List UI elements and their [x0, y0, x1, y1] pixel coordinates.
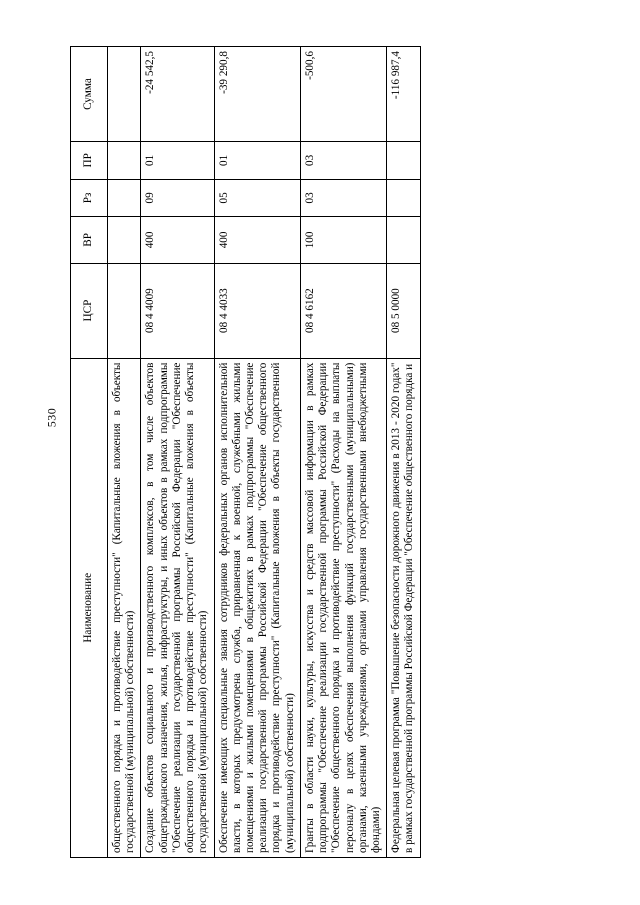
row-csr: 08 5 0000	[387, 263, 420, 358]
row-name: Обеспечение имеющих специальные звания сотрудников федеральных органов исполнительной власти, в которых предусмотрена служба, приравненная к военной, служебными жилыми помещениями и жилыми помещениями в общежитиях в рамках подпрограммы "Обеспечение реализации государственной программы Российской Федерации "Обеспечение общественного порядка и противодействие преступности" (Капитальные вложения в объекты государственной (муниципальной) собственности)	[214, 358, 300, 857]
rotated-table-container	[70, 46, 570, 858]
row-vr	[108, 217, 141, 263]
table-header-row	[71, 47, 108, 858]
row-vr: 100	[300, 217, 386, 263]
page-number: 530	[44, 407, 59, 428]
row-name: Создание объектов социального и производственного комплексов, в том числе объектов общегражданского назначения, жилья, инфраструктуры, и иных объектов в рамках подпрограммы "Обеспечение реализации государственной программы Российской Федерации "Обеспечение общественного порядка и противодействие преступности" (Капитальные вложения в объекты государственной (муниципальной) собственности)	[141, 358, 214, 857]
budget-table	[70, 46, 421, 858]
row-name: общественного порядка и противодействие преступности" (Капитальные вложения в объекты государственной (муниципальной) собственности)	[108, 358, 141, 857]
row-rz: 09	[141, 179, 214, 217]
row-pr: 03	[300, 142, 386, 180]
row-csr: 08 4 4033	[214, 263, 300, 358]
table-row	[108, 47, 141, 858]
header-sum: Сумма	[71, 47, 108, 142]
row-rz	[387, 179, 420, 217]
row-sum: -39 290,8	[214, 47, 300, 142]
row-rz	[108, 179, 141, 217]
row-csr	[108, 263, 141, 358]
row-rz: 05	[214, 179, 300, 217]
table-row	[214, 47, 300, 858]
row-csr: 08 4 4009	[141, 263, 214, 358]
row-sum: -500,6	[300, 47, 386, 142]
row-csr: 08 4 6162	[300, 263, 386, 358]
table-row	[141, 47, 214, 858]
header-pr: ПР	[71, 142, 108, 180]
row-name: Гранты в области науки, культуры, искусства и средств массовой информации в рамках подпрограммы "Обеспечение реализации государственной программы Российской Федерации "Обеспечение общественного порядка и противодействие преступности" (Расходы на выплаты персоналу в целях обеспечения выполнения функций государственными (муниципальными) органами, казенными учреждениями, органами управления государственными внебюджетными фондами)	[300, 358, 386, 857]
row-pr	[387, 142, 420, 180]
row-pr	[108, 142, 141, 180]
row-pr: 01	[214, 142, 300, 180]
table-row	[387, 47, 420, 858]
row-sum: -116 987,4	[387, 47, 420, 142]
row-vr: 400	[141, 217, 214, 263]
row-vr	[387, 217, 420, 263]
row-rz: 03	[300, 179, 386, 217]
header-vr: ВР	[71, 217, 108, 263]
row-vr: 400	[214, 217, 300, 263]
row-sum: -24 542,5	[141, 47, 214, 142]
row-name: Федеральная целевая программа "Повышение безопасности дорожного движения в 2013 - 2020 годах" в рамках государственной программы Российской Федерации "Обеспечение общественного порядка и	[387, 358, 420, 857]
header-rz: Рз	[71, 179, 108, 217]
table-row	[300, 47, 386, 858]
header-name: Наименование	[71, 358, 108, 857]
row-pr: 01	[141, 142, 214, 180]
row-sum	[108, 47, 141, 142]
header-csr: ЦСР	[71, 263, 108, 358]
